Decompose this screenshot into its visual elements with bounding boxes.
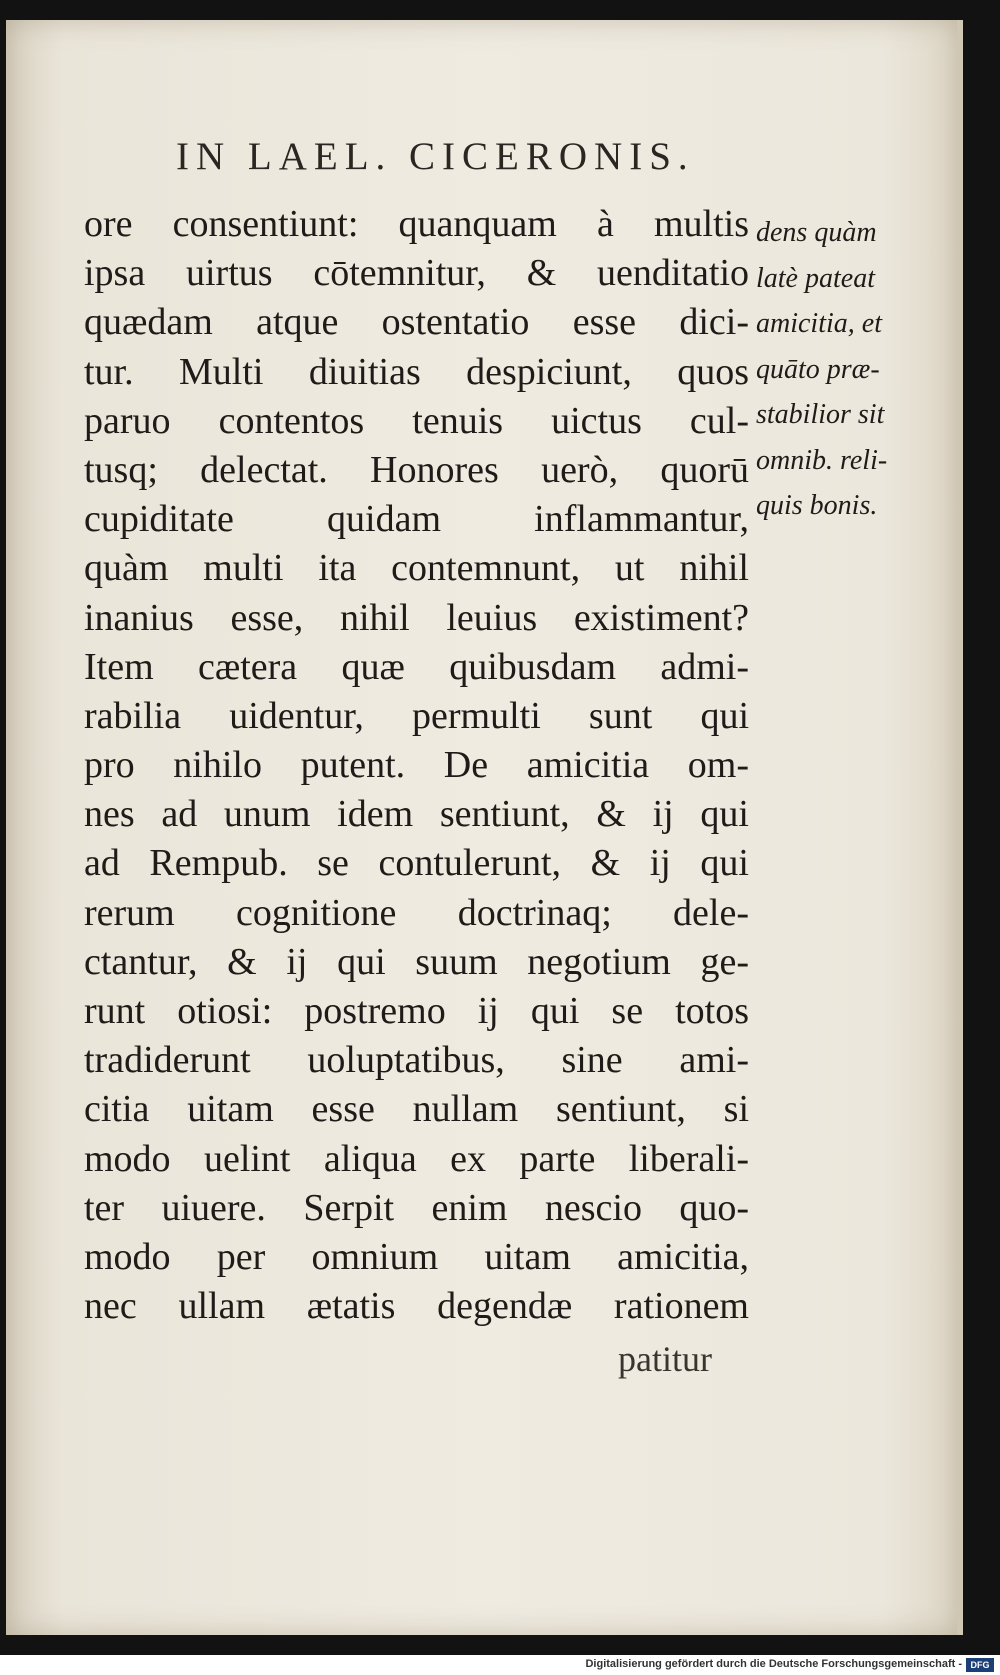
text-line: Item cætera quæ quibusdam admi- bbox=[84, 645, 749, 688]
text-line: tur. Multi diuitias despiciunt, quos bbox=[84, 350, 749, 393]
text-line: tusq; delectat. Honores uerò, quorū bbox=[84, 448, 749, 491]
text-line: inanius esse, nihil leuius existiment? bbox=[84, 596, 749, 639]
marginal-note-line: dens quàm bbox=[756, 217, 877, 248]
text-line: quædam atque ostentatio esse dici- bbox=[84, 301, 749, 344]
text-line: ore consentiunt: quanquam à multis bbox=[84, 203, 749, 245]
text-line: quàm multi ita contemnunt, ut nihil bbox=[84, 547, 749, 590]
text-line: rerum cognitione doctrinaq; dele- bbox=[84, 891, 749, 934]
marginal-note-line: quis bonis. bbox=[756, 490, 878, 521]
text-line: rabilia uidentur, permulti sunt qui bbox=[84, 694, 749, 737]
marginal-note-line: latè pateat bbox=[756, 262, 875, 294]
text-line: tradiderunt uoluptatibus, sine ami- bbox=[84, 1039, 749, 1082]
text-line: ipsa uirtus cōtemnitur, & uenditatio bbox=[84, 252, 749, 295]
text-line: modo uelint aliqua ex parte liberali- bbox=[84, 1137, 749, 1180]
text-line: nes ad unum idem sentiunt, & ij qui bbox=[84, 793, 749, 836]
marginal-note-line: omnib. reli- bbox=[756, 444, 888, 476]
text-line: ter uiuere. Serpit enim nescio quo- bbox=[84, 1186, 749, 1229]
text-line: nec ullam ætatis degendæ rationem bbox=[84, 1285, 749, 1328]
text-line: ad Rempub. se contulerunt, & ij qui bbox=[84, 842, 749, 885]
marginal-note-line: stabilior sit bbox=[756, 399, 885, 430]
funding-credit: Digitalisierung gefördert durch die Deutsche Forschungsgemeinschaft - bbox=[585, 1658, 962, 1670]
marginal-note-line: amicitia, et bbox=[756, 308, 882, 339]
marginal-note-line: quāto præ- bbox=[756, 353, 880, 385]
text-line: cupiditate quidam inflammantur, bbox=[84, 498, 749, 541]
text-line: modo per omnium uitam amicitia, bbox=[84, 1235, 749, 1278]
page-edge bbox=[957, 20, 963, 1635]
text-line: pro nihilo putent. De amicitia om- bbox=[84, 744, 749, 787]
marginal-note bbox=[756, 210, 926, 529]
main-text-block bbox=[84, 200, 749, 1331]
text-line: paruo contentos tenuis uictus cul- bbox=[84, 399, 749, 442]
text-line: runt otiosi: postremo ij qui se totos bbox=[84, 990, 749, 1032]
catchword: patitur bbox=[618, 1339, 712, 1379]
dfg-logo: DFG bbox=[966, 1658, 994, 1672]
text-line: citia uitam esse nullam sentiunt, si bbox=[84, 1088, 749, 1131]
book-page bbox=[6, 20, 959, 1635]
running-head: IN LAEL. CICERONIS. bbox=[176, 135, 695, 178]
text-line: ctantur, & ij qui suum negotium ge- bbox=[84, 940, 749, 983]
